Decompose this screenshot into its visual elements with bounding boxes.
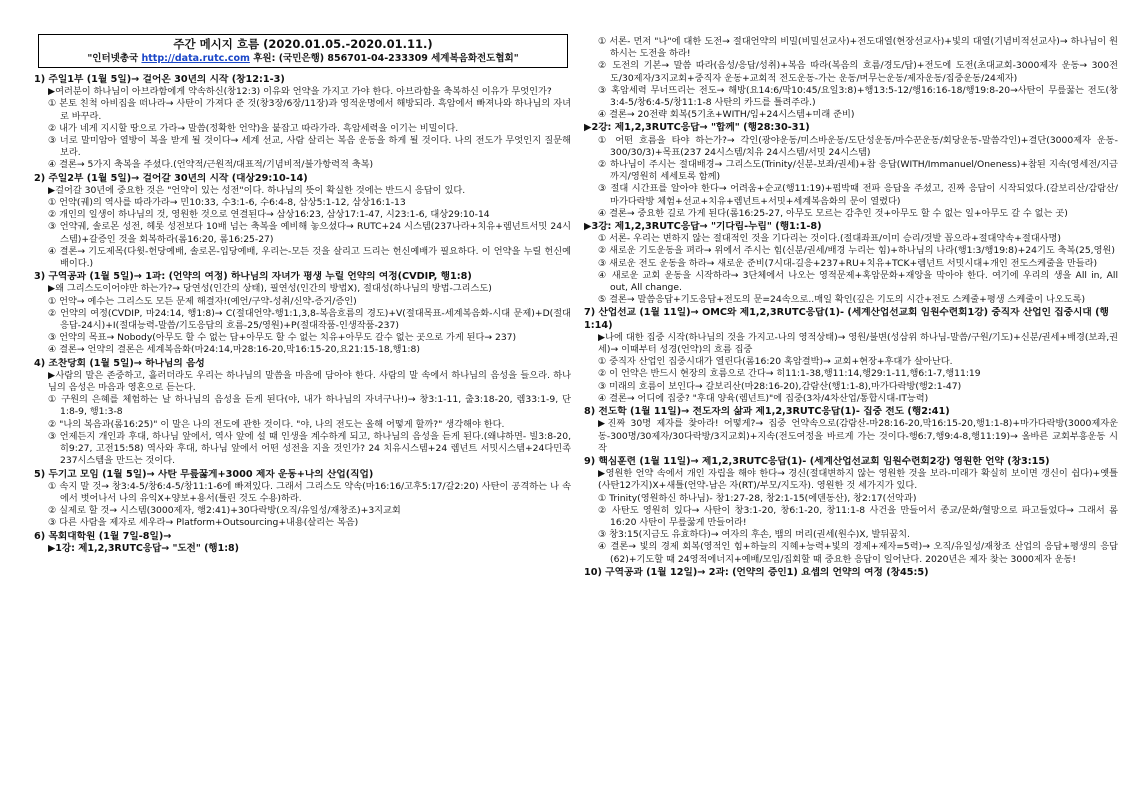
section-heading: 2) 주일2부 (1월 5일)→ 걸어갈 30년의 시작 (대상29:10-14) — [34, 172, 308, 184]
sub-heading: ▶1강: 제1,2,3RUTC응답→ "도전" (행1:8) — [48, 542, 239, 554]
section-heading: 9) 핵심훈련 (1월 11일)→ 제1,2,3RUTC응답(1)- (세계산업선교회 임원수련회2강) 영원한 언약 (창3:15) — [584, 455, 1050, 467]
list-item: ③ 너로 말미암아 열방이 복을 받게 될 것이다→ 세계 선교, 사람 살리는 복음 운동을 하게 될 것이다. 나의 전도가 무엇인지 질문해 보라. — [48, 135, 571, 159]
list-item: ⑤ 결론→ 말씀응답+기도응답+전도의 문=24속으로..매일 확인(깊은 기도의 시간+전도 스케줄+평생 스케줄이 나오도록) — [598, 294, 1086, 306]
section-heading: 10) 구역공과 (1월 12일)→ 2과: (언약의 증인1) 요셉의 언약의 여정 (창45:5) — [584, 566, 929, 578]
section — [584, 221, 1118, 306]
list-item: ② 이 언약은 반드시 현장의 흐름으로 간다→ 히11:1-38,행11:14,행29:1-11,행6:1-7,행11:19 — [598, 368, 981, 380]
list-item: ② 내가 네게 지시할 땅으로 가라→ 말씀(정확한 언약)을 붙잡고 따라가라. 흑암세력을 이기는 비밀이다. — [48, 122, 459, 134]
list-item: ② 언약의 여정(CVDIP, 마24:14, 행1:8)→ C(절대언약-행1:1,3,8-복음흐름의 경도)+V(절대목표-세계복음화-시대 문제)+D(절대응답-24시)+I(절대능력-말씀/기도응답의 흐름-25/영원)+P(절대작품-인생작품-237) — [48, 307, 571, 332]
paragraph: ▶진짜 30명 제자를 찾아라! 어떻게?→ 집중 언약속으로(감람산-마28:16-20,막16:15-20,행1:1-8)+마가다락방(3000제자운동-300명/30제자/30다락방/3지교회)+지속(전도여정을 바르게 가는 것이다-행6:7,행9:4-8,행11:19)→ 올바른 교회부흥운동 시작 — [598, 418, 1118, 454]
list-item: ① 서론- 우리는 변하지 않는 절대적인 것을 기다리는 것이다.(절대좌표/이미 승리/것발 꼽으라+절대약속+절대사명) — [598, 233, 1061, 245]
list-item: ③ 새로운 전도 운동을 하라→ 새로운 준비(7시대-길응+237+RU+치유+TCK+렘넌트 서밋시대+개인 전도스케줄을 만들라) — [598, 257, 1098, 269]
section — [584, 456, 1118, 566]
section — [34, 358, 571, 468]
list-item: ③ 언제든지 개인과 후대, 하나님 앞에서, 역사 앞에 설 때 인생을 계수하게 되고, 하나님의 음성을 듣게 된다.(왜냐하면- 빌3:8-20, 히9:27, 고전15:58) 역사와 후대, 하나님 앞에서 어떤 성전을 지을 것인가? 24 치유시스템+24 렘넌트 서밋시스템+24다민족237시스템을 만드는 것이다. — [48, 430, 571, 467]
left-sections — [34, 74, 571, 555]
section — [34, 74, 571, 172]
section — [34, 531, 571, 555]
list-item: ① 언약(궤)의 역사를 따라가라→ 민10:33, 수3:1-6, 수6:4-8, 삼상5:1-12, 삼상16:1-13 — [48, 197, 406, 209]
list-item: ④ 결론→ 중요한 길로 가게 된다(롬16:25-27, 아무도 모르는 감추인 것+아무도 할 수 없는 일+아무도 갈 수 없는 곳) — [598, 207, 1068, 219]
paragraph: ▶여러분이 하나님이 아브라함에게 약속하신(창12:3) 이유와 언약을 가지고 가야 한다. 아브라함을 축복하신 이유가 무엇인가? — [48, 86, 552, 98]
list-item: ③ 혹암세력 무너뜨리는 전도→ 해방(요14:6/막10:45/요일3:8)+행13:5-12/행16:16-18/행19:8-20→사탄이 무릎꿇는 전도(창3:4-5/창6:4-5/창11:1-8 사탄의 카드를 틀려주라.) — [598, 84, 1118, 109]
list-item: ④ 결론→ 기도제목(다윗-헌당예배, 솔로몬-입당예배, 우리는-모든 것을 살리고 드리는 헌신예배가 필요하다. 이 언약을 누릴 헌신예배이다.) — [48, 245, 571, 270]
list-item: ③ 언약의 목표→ Nobody(아무도 할 수 없는 답+아무도 할 수 없는 치유+아무도 갈수 없는 곳으로 가게 된다→ 237) — [48, 332, 517, 344]
paragraph: ▶영원한 언약 속에서 개인 자립을 해야 한다→ 경신(절대변하지 않는 영원한 것을 보라-미래가 확실히 보이면 갱신이 쉽다)+옛틀(사탄12가지)X+새틀(언약-남은 자(RT)/부모/지도자). 영원한 것 세가지가 있다. — [598, 468, 1118, 492]
list-item: ② 개인의 일생이 하나님의 것, 영원한 것으로 연결된다→ 삼상16:23, 삼상17:1-47, 시23:1-6, 대상29:10-14 — [48, 209, 490, 221]
list-item: ① 어떤 흐름을 타야 하는가?→ 각인(광야운동/미스바운동/도단성운동/마수꾼운동/회당운동-말씀각인)+결단(3000제자 운동- 300/30/3)+목표(237 24시스템/치유 24시스템/서밋 24시스템) — [598, 134, 1118, 158]
list-item: ③ 창3:15(지금도 유효하다)→ 여자의 후손, 뱀의 머리(권세(원수)X, 발뒤꿈치. — [598, 529, 910, 541]
list-item: ④ 결론→ 언약의 결론은 세계복음화(마24:14,마28:16-20,막16:15-20,요21:15-18,행1:8) — [48, 344, 420, 356]
list-item: ② 실제로 할 것→ 시스템(3000제자, 행2:41)+30다락방(오직/유일성/재창조)+3지교회 — [48, 505, 401, 517]
page-title: 주간 메시지 흐름 (2020.01.05.-2020.01.11.) — [173, 37, 433, 51]
left-column — [34, 8, 571, 800]
list-item: ① 서론- 먼저 "나"에 대한 도전→ 절대언약의 비밀(비밀선교사)+전도대열(현장선교사)+빛의 대열(기념비적선교사)→ 하나님이 원하시는 도전을 하라! — [598, 36, 1118, 60]
section — [34, 271, 571, 356]
list-item: ② 하나님이 주시는 절대배경→ 그리스도(Trinity/신분-보좌/권세)+참 응답(WITH/Immanuel/Oneness)+참된 지속(영세전/지금까지/영원히 세세토록 함께) — [598, 159, 1118, 183]
paragraph: ▶사람의 말은 존중하고, 흘러더라도 우리는 하나님의 말씀을 마음에 담아야 한다. 사람의 말 속에서 하나님의 음성을 들으라. 하나님의 음성은 마음과 영혼으로 듣는다. — [48, 369, 571, 394]
list-item: ① 중직자 산업인 집중시대가 열린다(롬16:20 혹암결박)→ 교회+현장+후대가 살아난다. — [598, 356, 953, 368]
section-heading: 8) 전도학 (1월 11일)→ 전도자의 삶과 제1,2,3RUTC응답(1)- 집중 전도 (행2:41) — [584, 406, 950, 418]
list-item: ④ 새로운 교회 운동을 시작하라→ 3단체에서 나오는 영적문제+혹암문화+재앙을 막아야 한다. 여기에 우리의 생을 All in, All out, All change. — [598, 269, 1118, 294]
list-item: ④ 결론→ 어디에 집중? "후대 양육(렘넌트)"에 집중(3차/4차산업/통합시대-IT능력) — [598, 392, 929, 404]
paragraph: ▶나에 대한 집중 시작(하나님의 것을 가지고-나의 영적상태)→ 영원/불변(성삼위 하나님-말씀/구원/기도)+신분/권세+배경(보좌,권세)→ 이때부터 성경(언약)의 흐름 집중 — [598, 331, 1118, 356]
list-item: ① 속지 말 것→ 창3:4-5/창6:4-5/창11:1-6에 빠져있다. 그래서 그리스도 약속(마16:16/고후5:17/갈2:20) 사탄이 공격하는 나 속에서 벗어나서 나의 유익X+양보+용서(틀린 것도 수용)하라. — [48, 480, 571, 504]
list-item: ③ 절대 시간표를 알아야 한다→ 어려움+순교(행11:19)+펌박때 전파 응답을 주셨고, 진짜 응답이 시작되었다.(갈보리산/감람산/마가다락방 체험+선교+치유+렘넌트+서밋+세계복음화의 문이 열렸다) — [598, 183, 1118, 207]
list-item: ④ 결론→ 빛의 경제 회복(영적인 힘+하늘의 지혜+능력+빛의 경제+제자=5력)→ 오직/유일성/재창조 산업의 응답+평생의 응답(62)+기도할 때 24영적에너지+예배/모임/집회할 때 중요한 응답이 일어난다. 2020년은 제자 찾는 3000제자 운동! — [598, 541, 1118, 565]
list-item: ④ 결론→ 5가지 축복을 주셨다.(언약적/근원적/대표적/기념비적/불가항력적 축복) — [48, 159, 374, 171]
list-item: ③ 언약궤, 솔로몬 성전, 헤롯 성전보다 10배 넘는 축복을 예비해 놓으셨다→ RUTC+24 시스템(237나라+치유+렘넌트서밋 24시스템)+갈증인 것을 회복하라(롬16:20, 롬16:25-27) — [48, 221, 571, 245]
website-link[interactable]: http://data.rutc.com — [141, 53, 250, 64]
list-item: ③ 미래의 흐름이 보인다→ 갈보리산(마28:16-20),감람산(행1:1-8),마가다락방(행2:1-47) — [598, 380, 962, 392]
list-item: ② "나의 복음과(롬16:25)" 이 말은 나의 전도에 관한 것이다. "야, 나의 전도는 올해 어떻게 할까?" 생각해야 한다. — [48, 418, 505, 430]
subtitle-prefix: "인터넷총국 — [87, 53, 142, 64]
section-heading: 1) 주일1부 (1월 5일)→ 걸어온 30년의 시작 (창12:1-3) — [34, 74, 285, 85]
section-heading: 5) 두기고 모임 (1월 5일)→ 사탄 무릎꿇게+3000 제자 운동+나의 산업(직업) — [34, 468, 374, 480]
section — [584, 36, 1118, 121]
section-heading: ▶2강: 제1,2,3RUTC응답→ "합께" (행28:30-31) — [584, 122, 810, 134]
section — [34, 469, 571, 530]
section-heading: 6) 목회대학원 (1월 7일-8일)→ — [34, 530, 172, 542]
list-item: ① 본토 친척 아비집을 떠나라→ 사탄이 가져다 준 것(창3장/6장/11장)과 영적운명에서 해방되라. 흑암에서 빠져나와 하나님의 자녀로 바꾸라. — [48, 98, 571, 122]
section — [584, 307, 1118, 405]
section-heading: 3) 구역공과 (1월 5일)→ 1과: (언약의 여정) 하나님의 자녀가 평생 누릴 언약의 여정(CVDIP, 행1:8) — [34, 271, 472, 283]
list-item: ① Trinity(영원하신 하나님)- 창1:27-28, 창2:1-15(에덴동산), 창2:17(선악과) — [598, 492, 917, 504]
list-item: ② 새로운 기도운동을 펴라→ 위에서 주시는 힘(신분/권세/배경 누리는 힘)+하나님의 나라(행1:3/행19:8)+24기도 축복(25,영원) — [598, 245, 1115, 257]
list-item: ④ 결론→ 20전략 회복(5기초+WITH/임+24시스템+미래 준비) — [598, 109, 855, 121]
section-heading: 4) 조찬당회 (1월 5일)→ 하나님의 음성 — [34, 357, 205, 369]
list-item: ① 언약→ 예수는 그리스도 모든 문제 해결자!(예언/구약-성취/신약-증거/증인) — [48, 295, 357, 307]
subtitle — [43, 52, 563, 66]
list-item: ② 사탄도 영원히 있다→ 사탄이 창3:1-20, 창6:1-20, 창11:1-8 사건을 만들어서 종교/문화/혈망으로 파고들었다→ 그래서 롬16:20 사탄이 무릎꿇게 만들어라! — [598, 504, 1118, 528]
paragraph: ▶왜 그리스도이어야만 하는가?→ 당연성(인간의 상태), 필연성(인간의 방법X), 절대성(하나님의 방법-그리스도) — [48, 283, 492, 295]
section-heading: 7) 산업선교 (1월 11일)→ OMC와 제1,2,3RUTC응답(1)- (세계산업선교회 임원수련회1강) 중직자 산업인 집중시대 (행1:14) — [584, 307, 1109, 331]
section — [584, 406, 1118, 455]
section-heading: ▶3강: 제1,2,3RUTC응답→ "기다림-누림" (행1:1-8) — [584, 221, 822, 233]
list-item: ③ 다른 사람을 제자로 세우라→ Platform+Outsourcing+내용(살리는 복음) — [48, 517, 359, 529]
list-item: ② 도전의 기본→ 말씀 따라(음성/응답/성취)+복음 따라(복음의 흐름/경도/답)+전도에 도전(초대교회-3000제자 운동→ 300전도/30제자/3지교회+중직자 운동+교회적 전도운동-가는 운동/머무는운동/제자운동/집중운동/24제자) — [598, 60, 1118, 84]
section — [584, 567, 1118, 579]
subtitle-suffix: 후원: (국민은행) 856701-04-233309 세계복음화전도협회" — [249, 53, 519, 64]
list-item: ① 구원의 은혜를 체험하는 날 하나님의 음성을 듣게 된다(야, 내가 하나님의 자녀구나!)→ 창3:1-11, 출3:18-20, 렘33:1-9, 단1:8-9, 행1:3-8 — [48, 394, 571, 418]
section — [34, 173, 571, 271]
section — [584, 122, 1118, 220]
paragraph: ▶걸어갈 30년에 중요한 것은 "언약이 있는 성전"이다. 하나님의 뜻이 확실한 것에는 반드시 응답이 있다. — [48, 184, 466, 196]
right-column — [584, 36, 1118, 800]
title-box — [38, 34, 568, 68]
